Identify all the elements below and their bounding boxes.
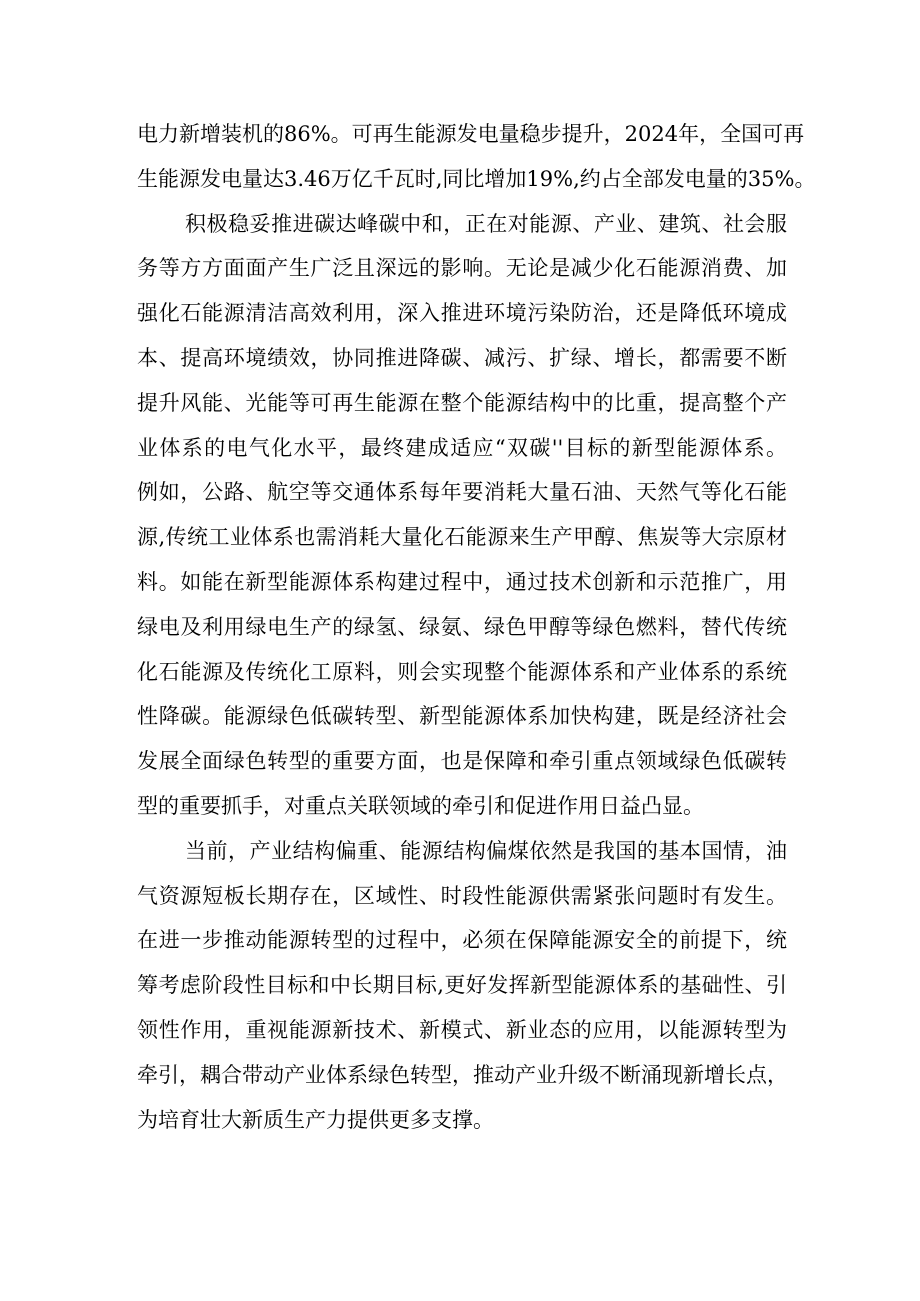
text-line: 务等方方面面产生广泛且深远的影响。无论是减少化石能源消费、加 [137, 256, 787, 281]
text-line: 强化石能源清洁高效利用，深入推进环境污染防治，还是降低环境成 [137, 301, 787, 326]
paragraph-carbon-neutrality [137, 202, 787, 829]
paragraph-energy-transition [137, 829, 787, 1143]
text-line: 电力新增装机的86%。可再生能源发电量稳步提升，2024年，全国可再 [137, 122, 805, 146]
text-line: 料。如能在新型能源体系构建过程中，通过技术创新和示范推广，用 [137, 569, 787, 594]
text-line: 型的重要抓手，对重点关联领域的牵引和促进作用日益凸显。 [137, 793, 704, 818]
text-line: 气资源短板长期存在，区域性、时段性能源供需紧张问题时有发生。 [137, 883, 787, 908]
text-line: 绿电及利用绿电生产的绿氢、绿氨、绿色甲醇等绿色燃料，替代传统 [137, 614, 787, 639]
paragraph-continued [137, 112, 816, 202]
text-line: 积极稳妥推进碳达峰碳中和，正在对能源、产业、建筑、社会服 [185, 211, 787, 236]
text-line: 业体系的电气化水平，最终建成适应“双碳''目标的新型能源体系。 [137, 435, 787, 460]
text-line: 提升风能、光能等可再生能源在整个能源结构中的比重，提高整个产 [137, 390, 787, 415]
text-line: 当前，产业结构偏重、能源结构偏煤依然是我国的基本国情，油 [185, 838, 787, 863]
text-line: 发展全面绿色转型的重要方面，也是保障和牵引重点领域绿色低碳转 [137, 749, 787, 774]
text-line: 生能源发电量达3.46万亿千瓦时,同比增加19%,约占全部发电量的35%。 [137, 166, 816, 191]
text-line: 筹考虑阶段性目标和中长期目标,更好发挥新型能源体系的基础性、引 [137, 973, 787, 998]
text-line: 领性作用，重视能源新技术、新模式、新业态的应用，以能源转型为 [137, 1017, 787, 1042]
text-line: 源,传统工业体系也需消耗大量化石能源来生产甲醇、焦炭等大宗原材 [137, 525, 787, 550]
text-line: 在进一步推动能源转型的过程中，必须在保障能源安全的前提下，统 [137, 928, 787, 953]
text-line: 例如，公路、航空等交通体系每年要消耗大量石油、天然气等化石能 [137, 480, 787, 505]
text-line: 牵引，耦合带动产业体系绿色转型，推动产业升级不断涌现新增长点， [137, 1062, 788, 1087]
text-line: 为培育壮大新质生产力提供更多支撑。 [137, 1107, 494, 1132]
document-body [137, 112, 816, 1142]
text-line: 化石能源及传统化工原料，则会实现整个能源体系和产业体系的系统 [137, 659, 787, 684]
text-line: 本、提高环境绩效，协同推进降碳、减污、扩绿、增长，都需要不断 [137, 345, 787, 370]
text-line: 性降碳。能源绿色低碳转型、新型能源体系加快构建，既是经济社会 [137, 704, 787, 729]
